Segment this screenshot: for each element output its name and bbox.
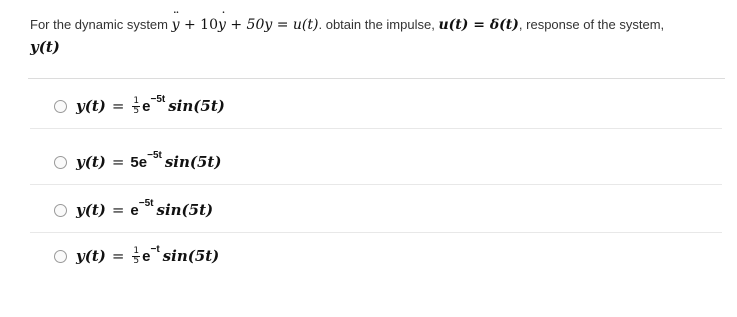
option-separator bbox=[30, 184, 722, 185]
question-middle: . obtain the impulse, bbox=[318, 17, 435, 32]
answer-option-3[interactable] bbox=[30, 196, 722, 224]
exponent: −5t bbox=[150, 93, 166, 105]
frac-den: 5 bbox=[133, 105, 140, 116]
radio-button-3[interactable] bbox=[54, 204, 67, 217]
option-separator bbox=[30, 128, 722, 129]
sin-term: sin(5t) bbox=[162, 247, 220, 265]
yd-symbol: y ˙ bbox=[218, 14, 226, 36]
question-suffix: , response of the system, bbox=[518, 17, 665, 32]
equals-sign: = bbox=[111, 97, 125, 115]
lhs: y(t) bbox=[76, 97, 106, 115]
radio-button-4[interactable] bbox=[54, 250, 67, 263]
exp-base: e bbox=[138, 153, 148, 171]
option-formula bbox=[76, 149, 222, 171]
lhs: y(t) bbox=[76, 247, 106, 265]
lhs: y(t) bbox=[76, 201, 106, 219]
sin-term: sin(5t) bbox=[164, 153, 222, 171]
answer-option-2[interactable] bbox=[30, 148, 722, 176]
exponent: −t bbox=[150, 243, 160, 255]
radio-button-2[interactable] bbox=[54, 156, 67, 169]
ydd-symbol: y ¨ bbox=[172, 14, 180, 36]
exp-base: e bbox=[142, 247, 151, 265]
exp-base: e bbox=[130, 201, 139, 219]
fraction bbox=[132, 97, 140, 116]
question-prefix: For the dynamic system bbox=[30, 17, 168, 32]
impulse-input: u(t) = δ(t) bbox=[438, 17, 519, 33]
frac-num: 1 bbox=[133, 95, 140, 106]
lhs: y(t) bbox=[76, 153, 106, 171]
equals-sign: = bbox=[111, 201, 125, 219]
fraction bbox=[132, 247, 140, 266]
answer-option-4[interactable] bbox=[30, 242, 722, 270]
equals-sign: = bbox=[111, 247, 125, 265]
divider bbox=[28, 78, 725, 79]
output-symbol: y(t) bbox=[30, 38, 60, 56]
option-formula bbox=[76, 197, 214, 219]
option-formula bbox=[76, 93, 225, 116]
option-separator bbox=[30, 232, 722, 233]
sin-term: sin(5t) bbox=[156, 201, 214, 219]
coefficient: 5 bbox=[130, 153, 139, 171]
exp-base: e bbox=[142, 97, 151, 115]
exponent: −5t bbox=[147, 149, 162, 161]
radio-button-1[interactable] bbox=[54, 100, 67, 113]
frac-den: 5 bbox=[133, 255, 140, 266]
eq-part-2: + 50y = u(t) bbox=[225, 17, 319, 33]
option-formula bbox=[76, 243, 220, 266]
frac-num: 1 bbox=[133, 245, 140, 256]
sin-term: sin(5t) bbox=[168, 97, 225, 115]
exponent: −5t bbox=[138, 197, 154, 209]
question-text bbox=[30, 14, 720, 59]
eq-part-1: + 10 bbox=[179, 17, 218, 33]
equals-sign: = bbox=[111, 153, 125, 171]
answer-option-1[interactable] bbox=[30, 92, 722, 120]
